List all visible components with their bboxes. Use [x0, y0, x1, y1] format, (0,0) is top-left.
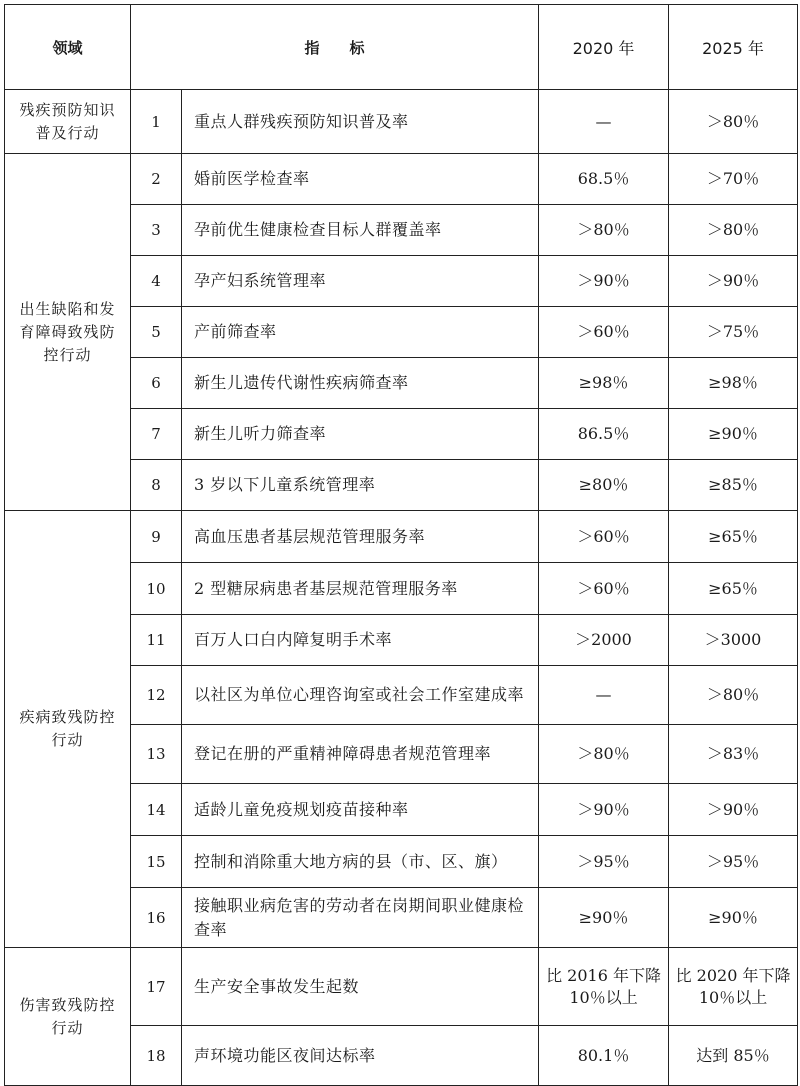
- value-2020: ＞90％: [539, 256, 669, 307]
- domain-cell: 伤害致残防控行动: [5, 948, 131, 1086]
- domain-cell: 出生缺陷和发育障碍致残防控行动: [5, 154, 131, 511]
- value-2025: ＞90％: [669, 256, 798, 307]
- indicator-cell: 接触职业病危害的劳动者在岗期间职业健康检查率: [182, 888, 539, 948]
- value-2020: 86.5％: [539, 409, 669, 460]
- indicator-cell: 控制和消除重大地方病的县（市、区、旗）: [182, 836, 539, 888]
- indicator-cell: 新生儿遗传代谢性疾病筛查率: [182, 358, 539, 409]
- domain-cell: 残疾预防知识普及行动: [5, 90, 131, 154]
- row-number: 9: [131, 511, 182, 563]
- value-2025: ≥85％: [669, 460, 798, 511]
- header-2020: 2020 年: [539, 5, 669, 90]
- row-number: 18: [131, 1026, 182, 1086]
- table-row: [5, 90, 798, 154]
- value-2020: ＞2000: [539, 615, 669, 666]
- table-row: [5, 154, 798, 205]
- value-2025: ＞80％: [669, 205, 798, 256]
- row-number: 6: [131, 358, 182, 409]
- value-2025: ≥90％: [669, 409, 798, 460]
- indicator-cell: 孕产妇系统管理率: [182, 256, 539, 307]
- row-number: 17: [131, 948, 182, 1026]
- value-2025: 达到 85％: [669, 1026, 798, 1086]
- header-2025: 2025 年: [669, 5, 798, 90]
- value-2020: ≥90％: [539, 888, 669, 948]
- indicator-cell: 婚前医学检查率: [182, 154, 539, 205]
- value-2025: ≥98％: [669, 358, 798, 409]
- value-2020: —: [539, 666, 669, 725]
- indicator-cell: 声环境功能区夜间达标率: [182, 1026, 539, 1086]
- value-2025: ＞95％: [669, 836, 798, 888]
- value-2020: 68.5％: [539, 154, 669, 205]
- indicator-cell: 2 型糖尿病患者基层规范管理服务率: [182, 563, 539, 615]
- value-2020: ≥80％: [539, 460, 669, 511]
- indicator-cell: 产前筛查率: [182, 307, 539, 358]
- value-2025: ＞75％: [669, 307, 798, 358]
- indicator-cell: 重点人群残疾预防知识普及率: [182, 90, 539, 154]
- value-2020: —: [539, 90, 669, 154]
- value-2025: ≥65％: [669, 511, 798, 563]
- row-number: 16: [131, 888, 182, 948]
- value-2020: ＞80％: [539, 205, 669, 256]
- indicator-cell: 登记在册的严重精神障碍患者规范管理率: [182, 725, 539, 784]
- value-2025: ＞80％: [669, 666, 798, 725]
- value-2025: ≥65％: [669, 563, 798, 615]
- value-2025: ＞90％: [669, 784, 798, 836]
- row-number: 8: [131, 460, 182, 511]
- header-domain: 领域: [5, 5, 131, 90]
- indicator-cell: 百万人口白内障复明手术率: [182, 615, 539, 666]
- row-number: 14: [131, 784, 182, 836]
- value-2025: ≥90％: [669, 888, 798, 948]
- value-2025: ＞70％: [669, 154, 798, 205]
- value-2020: ＞60％: [539, 563, 669, 615]
- value-2025: ＞80％: [669, 90, 798, 154]
- value-2020: ＞60％: [539, 511, 669, 563]
- table-header-row: [5, 5, 798, 90]
- domain-cell: 疾病致残防控行动: [5, 511, 131, 948]
- row-number: 2: [131, 154, 182, 205]
- indicator-cell: 以社区为单位心理咨询室或社会工作室建成率: [182, 666, 539, 725]
- row-number: 3: [131, 205, 182, 256]
- row-number: 4: [131, 256, 182, 307]
- indicator-cell: 孕前优生健康检查目标人群覆盖率: [182, 205, 539, 256]
- value-2020: ＞95％: [539, 836, 669, 888]
- indicator-cell: 高血压患者基层规范管理服务率: [182, 511, 539, 563]
- indicator-cell: 生产安全事故发生起数: [182, 948, 539, 1026]
- row-number: 10: [131, 563, 182, 615]
- row-number: 15: [131, 836, 182, 888]
- value-2020: ＞80％: [539, 725, 669, 784]
- indicator-cell: 新生儿听力筛查率: [182, 409, 539, 460]
- value-2025: ＞83％: [669, 725, 798, 784]
- indicator-cell: 3 岁以下儿童系统管理率: [182, 460, 539, 511]
- table-row: [5, 511, 798, 563]
- value-2020: 80.1％: [539, 1026, 669, 1086]
- value-2020: 比 2016 年下降 10％以上: [539, 948, 669, 1026]
- indicator-table: [4, 4, 798, 1086]
- row-number: 13: [131, 725, 182, 784]
- row-number: 1: [131, 90, 182, 154]
- value-2020: ＞90％: [539, 784, 669, 836]
- row-number: 7: [131, 409, 182, 460]
- row-number: 5: [131, 307, 182, 358]
- row-number: 12: [131, 666, 182, 725]
- value-2025: 比 2020 年下降 10％以上: [669, 948, 798, 1026]
- indicator-cell: 适龄儿童免疫规划疫苗接种率: [182, 784, 539, 836]
- value-2020: ＞60％: [539, 307, 669, 358]
- value-2020: ≥98％: [539, 358, 669, 409]
- row-number: 11: [131, 615, 182, 666]
- value-2025: ＞3000: [669, 615, 798, 666]
- table-row: [5, 948, 798, 1026]
- header-indicator: 指 标: [131, 5, 539, 90]
